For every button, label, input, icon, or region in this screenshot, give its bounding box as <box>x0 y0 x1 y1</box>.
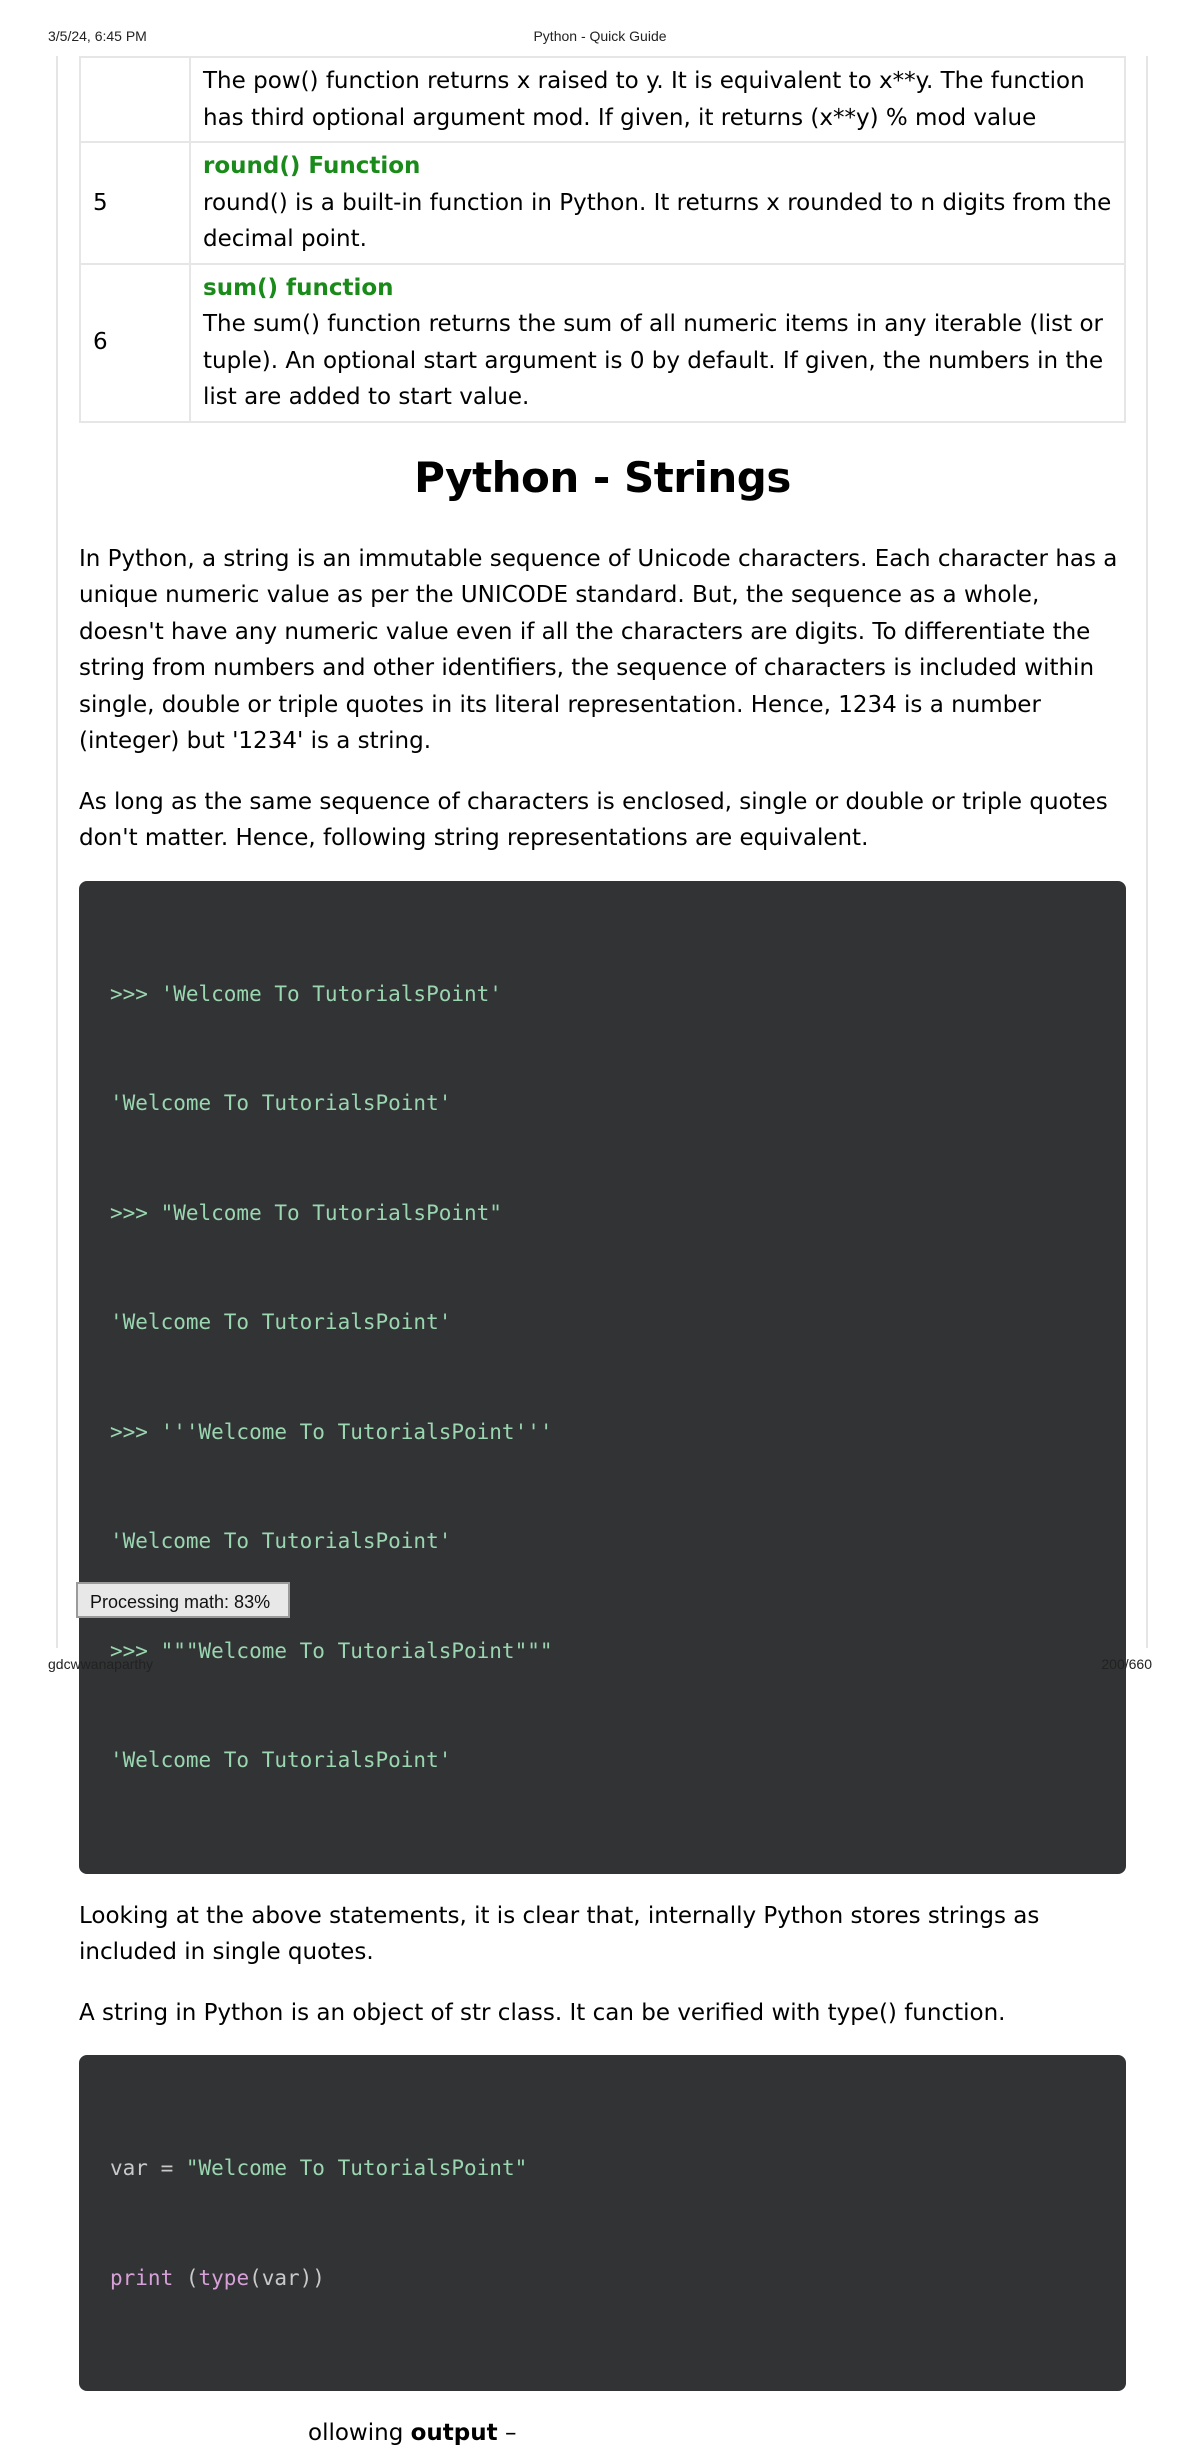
code-line: 'Welcome To TutorialsPoint' <box>110 1091 452 1115</box>
function-description: round() is a built-in function in Python. It returns x rounded to n digits from the decimal point. <box>203 189 1112 252</box>
function-name: round() Function <box>203 153 421 179</box>
print-author: gdcwwanaparthy <box>48 1656 154 1672</box>
code-keyword: print <box>110 2265 174 2290</box>
code-line: >>> 'Welcome To TutorialsPoint' <box>110 981 502 1006</box>
section-title: Python - Strings <box>414 452 791 502</box>
code-string: "Welcome To TutorialsPoint" <box>185 2156 528 2180</box>
code-line <box>110 2150 1095 2187</box>
function-name: sum() function <box>203 274 394 301</box>
print-datetime: 3/5/24, 6:45 PM <box>48 28 147 44</box>
code-line: >>> '''Welcome To TutorialsPoint''' <box>110 1419 553 1444</box>
page-content <box>79 56 1126 2452</box>
function-table <box>79 56 1126 423</box>
row-content <box>190 264 1125 422</box>
quotes-paragraph: As long as the same sequence of characters is enclosed, single or double or triple quotes don't matter. Hence, following string representations are equivalent. <box>79 788 1108 851</box>
function-description: The pow() function returns x raised to y. It is equivalent to x**y. The function has third optional argument mod. If given, it returns (x**y) % mod value <box>203 68 1085 131</box>
code-line: 'Welcome To TutorialsPoint' <box>110 1748 452 1772</box>
row-number <box>80 57 190 142</box>
code-line: 'Welcome To TutorialsPoint' <box>110 1529 452 1553</box>
table-row <box>80 57 1125 142</box>
table-row <box>80 142 1125 264</box>
row-content <box>190 57 1125 142</box>
code-punctuation: ( <box>173 2265 199 2290</box>
output-suffix: – <box>497 2420 517 2446</box>
function-description: The sum() function returns the sum of all numeric items in any iterable (list or tuple). An optional start argument is 0 by default. If given, the numbers in the list are added to start value. <box>203 311 1104 410</box>
code-line <box>110 2260 1095 2297</box>
output-prefix: ollowing <box>308 2420 411 2446</box>
row-number: 5 <box>80 142 190 264</box>
code-punctuation: (var)) <box>249 2265 325 2290</box>
row-content <box>190 142 1125 264</box>
code-line: >>> "Welcome To TutorialsPoint" <box>110 1200 502 1225</box>
table-row <box>80 264 1125 422</box>
internal-storage-paragraph: Looking at the above statements, it is clear that, internally Python stores strings as included in single quotes. <box>79 1902 1040 1965</box>
print-header <box>48 28 1152 48</box>
output-line <box>79 2415 1126 2452</box>
code-block-quotes <box>79 881 1126 1874</box>
code-builtin: type <box>198 2265 250 2290</box>
code-line: >>> """Welcome To TutorialsPoint""" <box>110 1638 553 1663</box>
processing-math-indicator: Processing math: 83% <box>76 1582 290 1618</box>
output-bold: output <box>410 2420 498 2446</box>
str-class-paragraph: A string in Python is an object of str class. It can be verified with type() function. <box>79 1999 1006 2026</box>
code-operator: = <box>147 2156 186 2180</box>
print-doc-title: Python - Quick Guide <box>533 28 667 44</box>
code-block-type <box>79 2055 1126 2391</box>
code-identifier: var <box>110 2156 148 2180</box>
intro-paragraph: In Python, a string is an immutable sequence of Unicode characters. Each character has a unique numeric value as per the UNICODE standard. But, the sequence as a whole, doesn't have any numeric value even if all the characters are digits. To differentiate the string from numbers and other identifiers, the sequence of characters is included within single, double or triple quotes in its literal representation. Hence, 1234 is a number (integer) but '1234' is a string. <box>79 545 1118 754</box>
print-page-number: 200/660 <box>1101 1656 1152 1672</box>
row-number: 6 <box>80 264 190 422</box>
print-footer <box>48 1656 1152 1676</box>
code-line: 'Welcome To TutorialsPoint' <box>110 1310 452 1334</box>
